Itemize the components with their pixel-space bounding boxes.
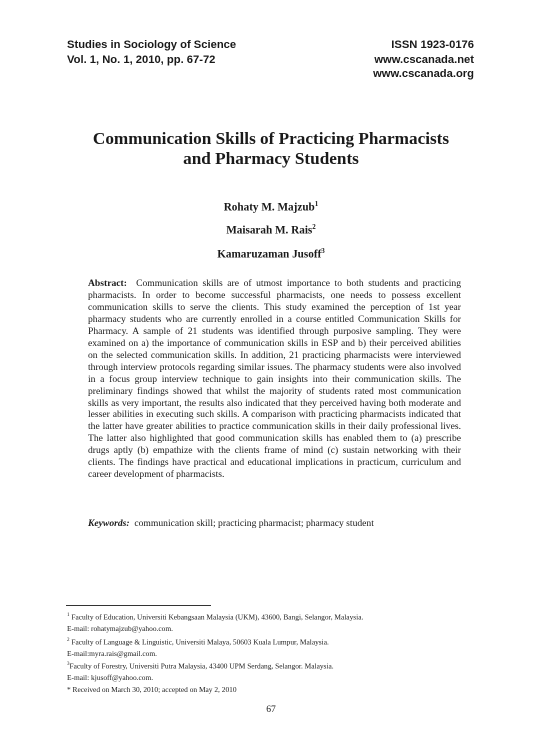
journal-url-org[interactable]: www.cscanada.org <box>373 68 474 80</box>
volume-info: Vol. 1, No. 1, 2010, pp. 67-72 <box>67 53 216 66</box>
author: Rohaty M. Majzub$^1$ <box>223 200 319 214</box>
affiliation-mark: 1 <box>314 200 319 208</box>
running-header-right <box>373 38 474 82</box>
footnote-3-affiliation: $^3$Faculty of Forestry, Universiti Putra Malaysia, 43400 UPM Serdang, Selangor. Malaysia. <box>67 661 334 671</box>
abstract <box>88 278 461 481</box>
author-list <box>0 195 542 265</box>
footnote-2-email[interactable]: E-mail:myra.rais@gmail.com. <box>67 648 157 658</box>
keywords <box>88 518 461 530</box>
keywords-text: communication skill; practicing pharmacist; pharmacy student <box>134 518 374 529</box>
footnote-2-affiliation: $^2$ Faculty of Language & Linguistic, Universiti Malaya, 50603 Kuala Lumpur, Malaysia. <box>67 637 329 647</box>
affiliation-mark: 2 <box>312 223 316 232</box>
paper-title <box>40 129 502 169</box>
author: Maisarah M. Rais$^2$ <box>226 223 316 238</box>
journal-name: Studies in Sociology of Science <box>67 39 237 51</box>
issn: ISSN 1923-0176 <box>391 39 474 51</box>
footnote-1-affiliation: $^1$ Faculty of Education, Universiti Kebangsaan Malaysia (UKM), 43600, Bangi, Selangor, Malaysia. <box>67 612 364 622</box>
footnote-divider <box>66 605 211 606</box>
abstract-text: Communication skills are of utmost importance to both students and practicing pharmacists. In order to become successful pharmacists, one needs to possess excellent communication skills to serve the clients. This study examined the perception of 1st year pharmacy students who are currently enrolled in a course entitled Communication Skills for Pharmacy. A sample of 21 students was identified through purposive sampling. They were examined on a) the importance of communication skills in ESP and b) their perceived abilities on the selected communication skills. In addition, 21 practicing pharmacists were interviewed through interview protocols regarding similar issues. The pharmacy students were also involved in a focus group interview technique to gain insights into their communication skills. The preliminary findings showed that whilst the majority of students rated most communication skills as very important, the results also indicated that they perceived having both moderate and lesser abilities in executing such skills. A comparison with practicing pharmacists indicated that the latter have greater abilities to practice communication skills in their daily professional lives. The latter also highlighted that good communication skills has enabled them to (a) prescribe drugs aptly (b) empathize with the clients frame of mind (c) sustain networking with their clients. The findings have practical and educational implications in practicum, curriculum and career development of pharmacists. <box>88 278 462 481</box>
footnote-3-email[interactable]: E-mail: kjusoff@yahoo.com. <box>67 673 154 683</box>
keywords-label: Keywords: <box>88 518 130 529</box>
journal-url-net[interactable]: www.cscanada.net <box>374 53 474 66</box>
running-header-left <box>67 38 236 67</box>
abstract-label: Abstract: <box>88 278 127 289</box>
page-number: 67 <box>266 704 276 715</box>
footnote-1-email[interactable]: E-mail: rohatymajzub@yahoo.com. <box>67 624 173 634</box>
paper-title-line-1: Communication Skills of Practicing Pharmacists <box>92 129 450 148</box>
footnotes <box>67 610 487 696</box>
author: Kamaruzaman Jusoff$^3$ <box>217 246 325 261</box>
affiliation-mark: 3 <box>321 246 325 255</box>
received-note: * Received on March 30, 2010; accepted on May 2, 2010 <box>67 684 237 694</box>
paper-title-line-2: and Pharmacy Students <box>183 149 359 168</box>
